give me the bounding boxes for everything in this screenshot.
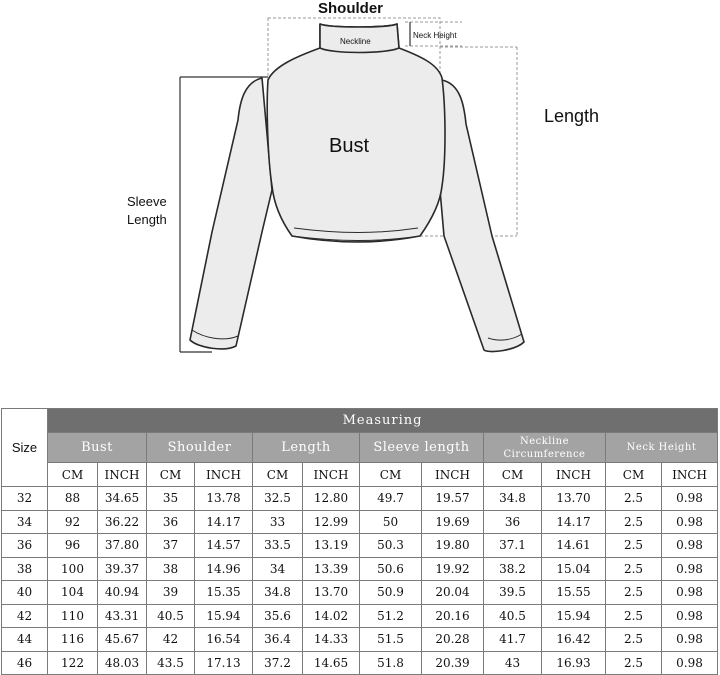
measurement-cell: 39.37 bbox=[98, 557, 147, 581]
measurement-cell: 51.5 bbox=[360, 628, 422, 652]
unit-header-cell: INCH bbox=[195, 463, 253, 487]
length-label: Length bbox=[544, 106, 600, 126]
unit-header-cell: CM bbox=[253, 463, 303, 487]
measurement-cell: 15.55 bbox=[542, 581, 606, 605]
measurement-cell: 19.57 bbox=[422, 487, 484, 511]
measuring-header: Measuring bbox=[48, 409, 718, 433]
measurement-cell: 16.93 bbox=[542, 651, 606, 675]
measurement-cell: 12.80 bbox=[303, 487, 360, 511]
length-group-header: Length bbox=[253, 433, 360, 463]
unit-header-cell: CM bbox=[360, 463, 422, 487]
measurement-cell: 36 bbox=[484, 510, 542, 534]
unit-header-cell: CM bbox=[484, 463, 542, 487]
measurement-cell: 19.92 bbox=[422, 557, 484, 581]
measurement-cell: 0.98 bbox=[662, 510, 718, 534]
measurement-cell: 20.28 bbox=[422, 628, 484, 652]
bust-group-header: Bust bbox=[48, 433, 147, 463]
measurement-cell: 36 bbox=[147, 510, 195, 534]
measurement-cell: 50 bbox=[360, 510, 422, 534]
measurement-cell: 36.22 bbox=[98, 510, 147, 534]
measurement-cell: 0.98 bbox=[662, 628, 718, 652]
measurement-cell: 96 bbox=[48, 534, 98, 558]
measurement-cell: 110 bbox=[48, 604, 98, 628]
measurement-cell: 40.5 bbox=[147, 604, 195, 628]
shoulder-label: Shoulder bbox=[318, 0, 384, 17]
measurement-cell: 34 bbox=[253, 557, 303, 581]
measurement-cell: 2.5 bbox=[606, 557, 662, 581]
neck-height-group-header: Neck Height bbox=[606, 433, 718, 463]
measurement-cell: 2.5 bbox=[606, 604, 662, 628]
table-row bbox=[2, 487, 718, 511]
unit-header-cell: INCH bbox=[542, 463, 606, 487]
measurement-cell: 14.33 bbox=[303, 628, 360, 652]
measurement-cell: 0.98 bbox=[662, 487, 718, 511]
measurement-cell: 41.7 bbox=[484, 628, 542, 652]
body bbox=[267, 24, 445, 242]
measurement-cell: 40.94 bbox=[98, 581, 147, 605]
measurement-cell: 14.02 bbox=[303, 604, 360, 628]
unit-header-cell: CM bbox=[606, 463, 662, 487]
measurement-cell: 2.5 bbox=[606, 651, 662, 675]
table-row bbox=[2, 510, 718, 534]
measurement-cell: 122 bbox=[48, 651, 98, 675]
measurement-cell: 42 bbox=[147, 628, 195, 652]
unit-header-cell: CM bbox=[147, 463, 195, 487]
measurement-cell: 2.5 bbox=[606, 581, 662, 605]
measurement-cell: 34.8 bbox=[253, 581, 303, 605]
measurement-cell: 13.19 bbox=[303, 534, 360, 558]
measurement-cell: 14.96 bbox=[195, 557, 253, 581]
measurement-cell: 20.16 bbox=[422, 604, 484, 628]
measurement-cell: 2.5 bbox=[606, 534, 662, 558]
measurement-cell: 13.78 bbox=[195, 487, 253, 511]
measurement-cell: 20.39 bbox=[422, 651, 484, 675]
measurement-cell: 50.9 bbox=[360, 581, 422, 605]
sleeve-length-label-line1: Sleeve bbox=[127, 194, 167, 209]
measurement-cell: 38.2 bbox=[484, 557, 542, 581]
measurement-cell: 14.61 bbox=[542, 534, 606, 558]
measurement-cell: 51.8 bbox=[360, 651, 422, 675]
size-rows bbox=[2, 487, 718, 675]
measurement-cell: 37.2 bbox=[253, 651, 303, 675]
neckline-label: Neckline bbox=[340, 37, 371, 46]
neckline-header-line2: Circumference bbox=[503, 448, 586, 460]
right-sleeve bbox=[440, 80, 524, 352]
measurement-cell: 14.17 bbox=[195, 510, 253, 534]
measurement-cell: 14.65 bbox=[303, 651, 360, 675]
measurement-cell: 33 bbox=[253, 510, 303, 534]
size-column-header: Size bbox=[2, 409, 48, 487]
table-row bbox=[2, 557, 718, 581]
measurement-cell: 50.6 bbox=[360, 557, 422, 581]
table-row bbox=[2, 604, 718, 628]
measurement-cell: 15.04 bbox=[542, 557, 606, 581]
measurement-cell: 37.80 bbox=[98, 534, 147, 558]
measurement-cell: 0.98 bbox=[662, 534, 718, 558]
size-cell: 38 bbox=[2, 557, 48, 581]
measurement-cell: 2.5 bbox=[606, 628, 662, 652]
size-chart-table bbox=[1, 408, 718, 675]
shoulder-group-header: Shoulder bbox=[147, 433, 253, 463]
size-cell: 34 bbox=[2, 510, 48, 534]
measurement-cell: 43.31 bbox=[98, 604, 147, 628]
size-cell: 36 bbox=[2, 534, 48, 558]
measurement-cell: 37 bbox=[147, 534, 195, 558]
measurement-cell: 0.98 bbox=[662, 604, 718, 628]
table-row bbox=[2, 628, 718, 652]
measurement-cell: 104 bbox=[48, 581, 98, 605]
measurement-cell: 35.6 bbox=[253, 604, 303, 628]
measurement-cell: 34.8 bbox=[484, 487, 542, 511]
measurement-cell: 43.5 bbox=[147, 651, 195, 675]
size-cell: 42 bbox=[2, 604, 48, 628]
measurement-cell: 92 bbox=[48, 510, 98, 534]
measurement-cell: 38 bbox=[147, 557, 195, 581]
measurement-cell: 2.5 bbox=[606, 487, 662, 511]
measurement-cell: 15.35 bbox=[195, 581, 253, 605]
measurement-cell: 0.98 bbox=[662, 581, 718, 605]
measurement-cell: 32.5 bbox=[253, 487, 303, 511]
measurement-cell: 13.70 bbox=[303, 581, 360, 605]
measurement-cell: 88 bbox=[48, 487, 98, 511]
measurement-cell: 34.65 bbox=[98, 487, 147, 511]
left-sleeve bbox=[190, 78, 272, 349]
measurement-cell: 43 bbox=[484, 651, 542, 675]
bust-label: Bust bbox=[329, 135, 370, 157]
measurement-cell: 19.69 bbox=[422, 510, 484, 534]
unit-header-cell: CM bbox=[48, 463, 98, 487]
measurement-cell: 13.39 bbox=[303, 557, 360, 581]
measurement-cell: 15.94 bbox=[542, 604, 606, 628]
measurement-cell: 40.5 bbox=[484, 604, 542, 628]
size-cell: 46 bbox=[2, 651, 48, 675]
neckline-header-line1: Neckline bbox=[519, 435, 570, 447]
measurement-cell: 100 bbox=[48, 557, 98, 581]
measurement-cell: 50.3 bbox=[360, 534, 422, 558]
measurement-cell: 49.7 bbox=[360, 487, 422, 511]
neck-height-label: Neck Height bbox=[413, 31, 457, 40]
measurement-cell: 16.42 bbox=[542, 628, 606, 652]
measurement-cell: 12.99 bbox=[303, 510, 360, 534]
measurement-cell: 2.5 bbox=[606, 510, 662, 534]
measurement-cell: 0.98 bbox=[662, 651, 718, 675]
measurement-cell: 19.80 bbox=[422, 534, 484, 558]
measurement-cell: 37.1 bbox=[484, 534, 542, 558]
measurement-cell: 16.54 bbox=[195, 628, 253, 652]
crop-top-outline bbox=[190, 24, 524, 352]
measurement-cell: 39.5 bbox=[484, 581, 542, 605]
measurement-cell: 20.04 bbox=[422, 581, 484, 605]
measurement-cell: 45.67 bbox=[98, 628, 147, 652]
measurement-cell: 48.03 bbox=[98, 651, 147, 675]
measurement-cell: 35 bbox=[147, 487, 195, 511]
measurement-cell: 15.94 bbox=[195, 604, 253, 628]
measurement-cell: 39 bbox=[147, 581, 195, 605]
table-row bbox=[2, 534, 718, 558]
neckline-circumference-group-header bbox=[484, 433, 606, 463]
unit-header-cell: INCH bbox=[662, 463, 718, 487]
measurement-cell: 0.98 bbox=[662, 557, 718, 581]
unit-header-cell: INCH bbox=[98, 463, 147, 487]
measurement-cell: 33.5 bbox=[253, 534, 303, 558]
sleeve-length-label-line2: Length bbox=[127, 212, 167, 227]
measurement-cell: 116 bbox=[48, 628, 98, 652]
table-row bbox=[2, 651, 718, 675]
measurement-cell: 14.57 bbox=[195, 534, 253, 558]
measurement-cell: 13.70 bbox=[542, 487, 606, 511]
unit-row bbox=[2, 463, 718, 487]
size-cell: 44 bbox=[2, 628, 48, 652]
sleeve-length-group-header: Sleeve length bbox=[360, 433, 484, 463]
size-cell: 32 bbox=[2, 487, 48, 511]
unit-header-cell: INCH bbox=[422, 463, 484, 487]
table-row bbox=[2, 581, 718, 605]
size-cell: 40 bbox=[2, 581, 48, 605]
unit-header-cell: INCH bbox=[303, 463, 360, 487]
measurement-cell: 14.17 bbox=[542, 510, 606, 534]
measurement-cell: 36.4 bbox=[253, 628, 303, 652]
measurement-cell: 17.13 bbox=[195, 651, 253, 675]
measurement-cell: 51.2 bbox=[360, 604, 422, 628]
